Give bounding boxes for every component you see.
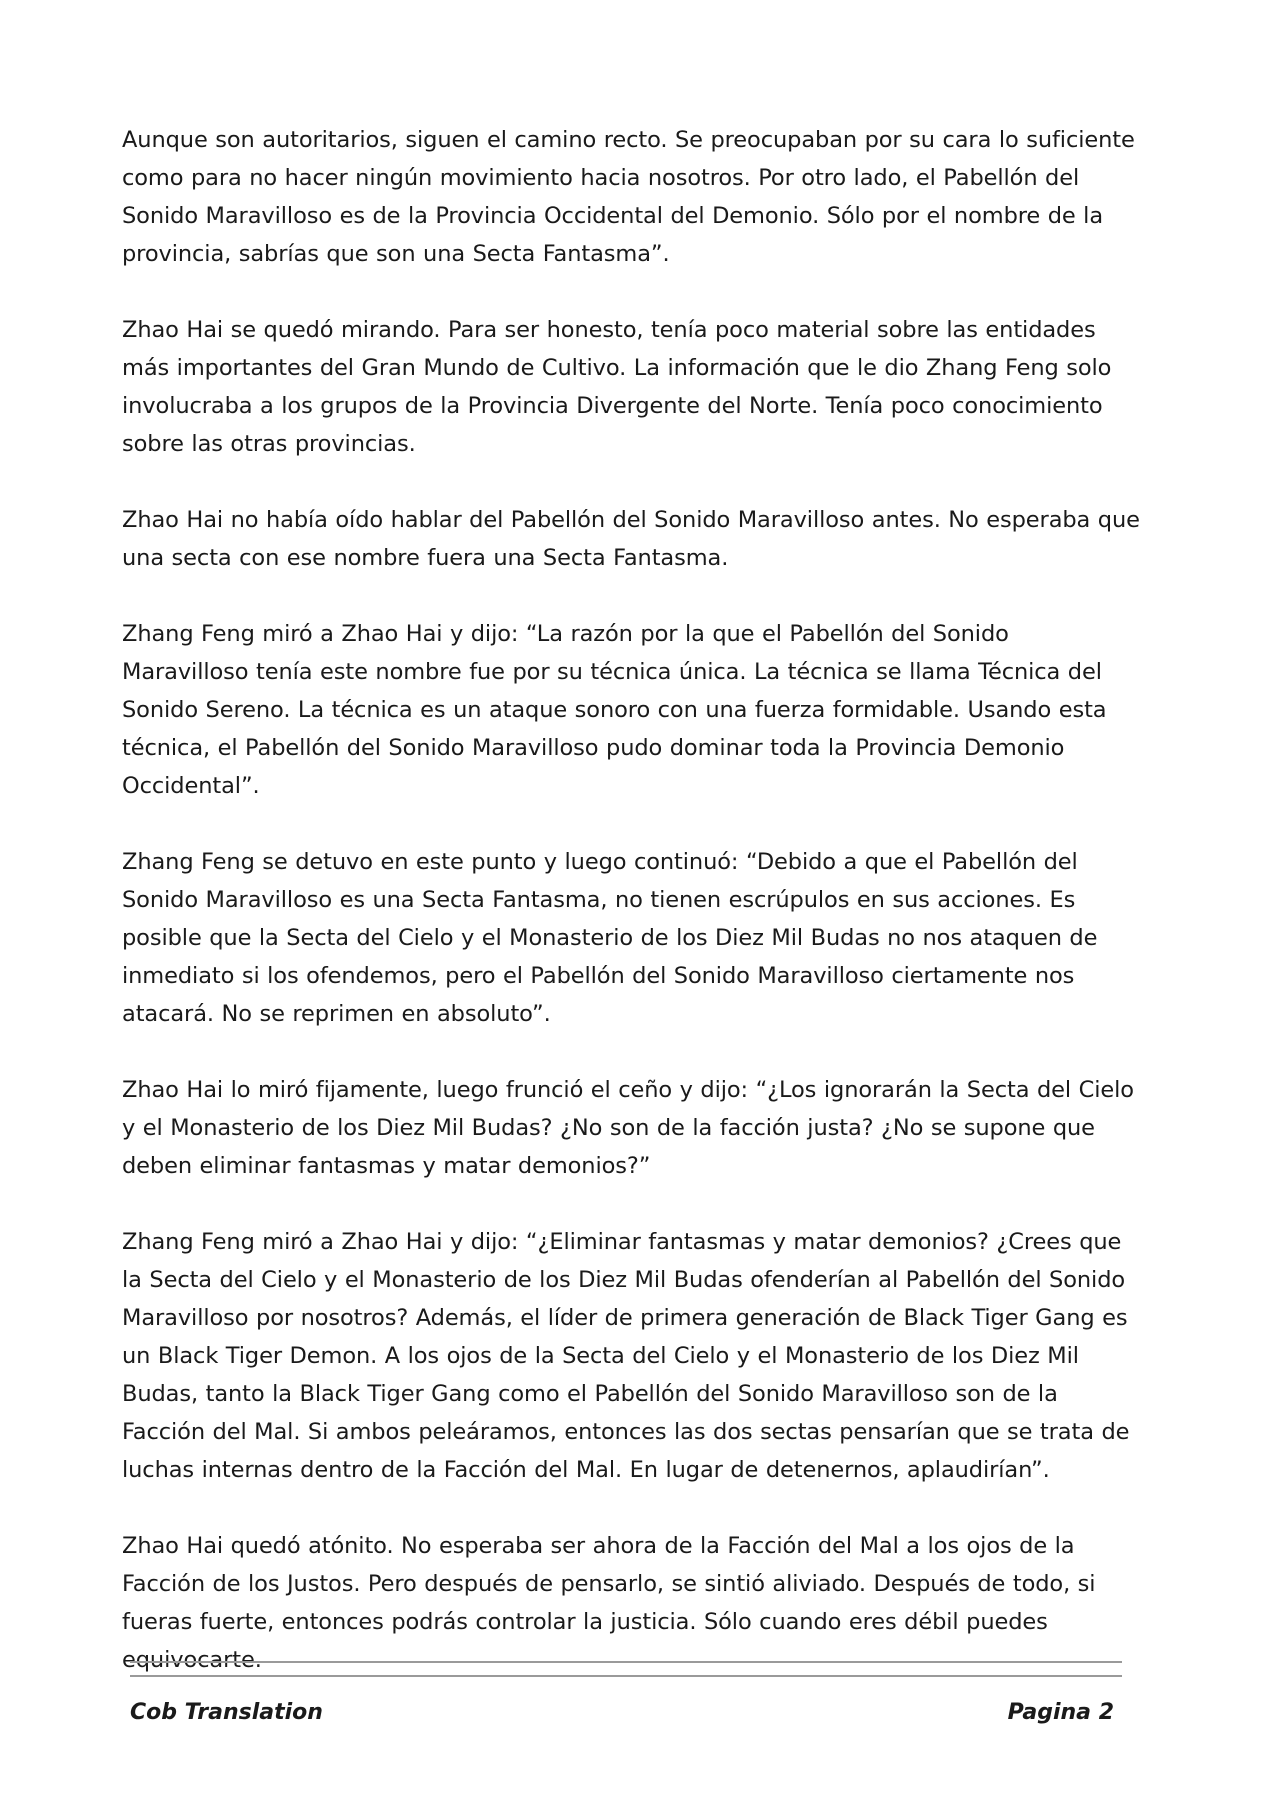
paragraph: Zhao Hai quedó atónito. No esperaba ser ahora de la Facción del Mal a los ojos de la Facción de los Justos. Pero después de pensarlo, se sintió aliviado. Después de todo, si fueras fuerte, entonces podrás controlar la justicia. Sólo cuando eres débil puedes equivocarte. — [122, 1533, 1096, 1673]
footer-divider-bottom — [130, 1675, 1122, 1677]
paragraph: Zhang Feng miró a Zhao Hai y dijo: “La razón por la que el Pabellón del Sonido Maravilloso tenía este nombre fue por su técnica única. La técnica se llama Técnica del Sonido Sereno. La técnica es un ataque sonoro con una fuerza formidable. Usando esta técnica, el Pabellón del Sonido Maravilloso pudo dominar toda la Provincia Demonio Occidental”. — [122, 621, 1107, 799]
paragraph: Aunque son autoritarios, siguen el camino recto. Se preocupaban por su cara lo suficiente como para no hacer ningún movimiento hacia nosotros. Por otro lado, el Pabellón del Sonido Maravilloso es de la Provincia Occidental del Demonio. Sólo por el nombre de la provincia, sabrías que son una Secta Fantasma”. — [122, 127, 1135, 267]
document-body — [122, 121, 1142, 1717]
footer-divider-top — [130, 1661, 1122, 1663]
paragraph: Zhao Hai no había oído hablar del Pabellón del Sonido Maravilloso antes. No esperaba que una secta con ese nombre fuera una Secta Fantasma. — [122, 507, 1140, 571]
paragraph: Zhao Hai se quedó mirando. Para ser honesto, tenía poco material sobre las entidades más importantes del Gran Mundo de Cultivo. La información que le dio Zhang Feng solo involucraba a los grupos de la Provincia Divergente del Norte. Tenía poco conocimiento sobre las otras provincias. — [122, 317, 1112, 457]
footer-publisher: Cob Translation — [130, 1700, 323, 1725]
paragraph: Zhao Hai lo miró fijamente, luego frunció el ceño y dijo: “¿Los ignorarán la Secta del Cielo y el Monasterio de los Diez Mil Budas? ¿No son de la facción justa? ¿No se supone que deben eliminar fantasmas y matar demonios?” — [122, 1077, 1134, 1179]
paragraph: Zhang Feng miró a Zhao Hai y dijo: “¿Eliminar fantasmas y matar demonios? ¿Crees que la Secta del Cielo y el Monasterio de los Diez Mil Budas ofenderían al Pabellón del Sonido Maravilloso por nosotros? Además, el líder de primera generación de Black Tiger Gang es un Black Tiger Demon. A los ojos de la Secta del Cielo y el Monasterio de los Diez Mil Budas, tanto la Black Tiger Gang como el Pabellón del Sonido Maravilloso son de la Facción del Mal. Si ambos peleáramos, entonces las dos sectas pensarían que se trata de luchas internas dentro de la Facción del Mal. En lugar de detenernos, aplaudirían”. — [122, 1229, 1130, 1483]
footer-page-number: Pagina 2 — [1007, 1700, 1114, 1725]
paragraph: Zhang Feng se detuvo en este punto y luego continuó: “Debido a que el Pabellón del Sonido Maravilloso es una Secta Fantasma, no tienen escrúpulos en sus acciones. Es posible que la Secta del Cielo y el Monasterio de los Diez Mil Budas no nos ataquen de inmediato si los ofendemos, pero el Pabellón del Sonido Maravilloso ciertamente nos atacará. No se reprimen en absoluto”. — [122, 849, 1098, 1027]
